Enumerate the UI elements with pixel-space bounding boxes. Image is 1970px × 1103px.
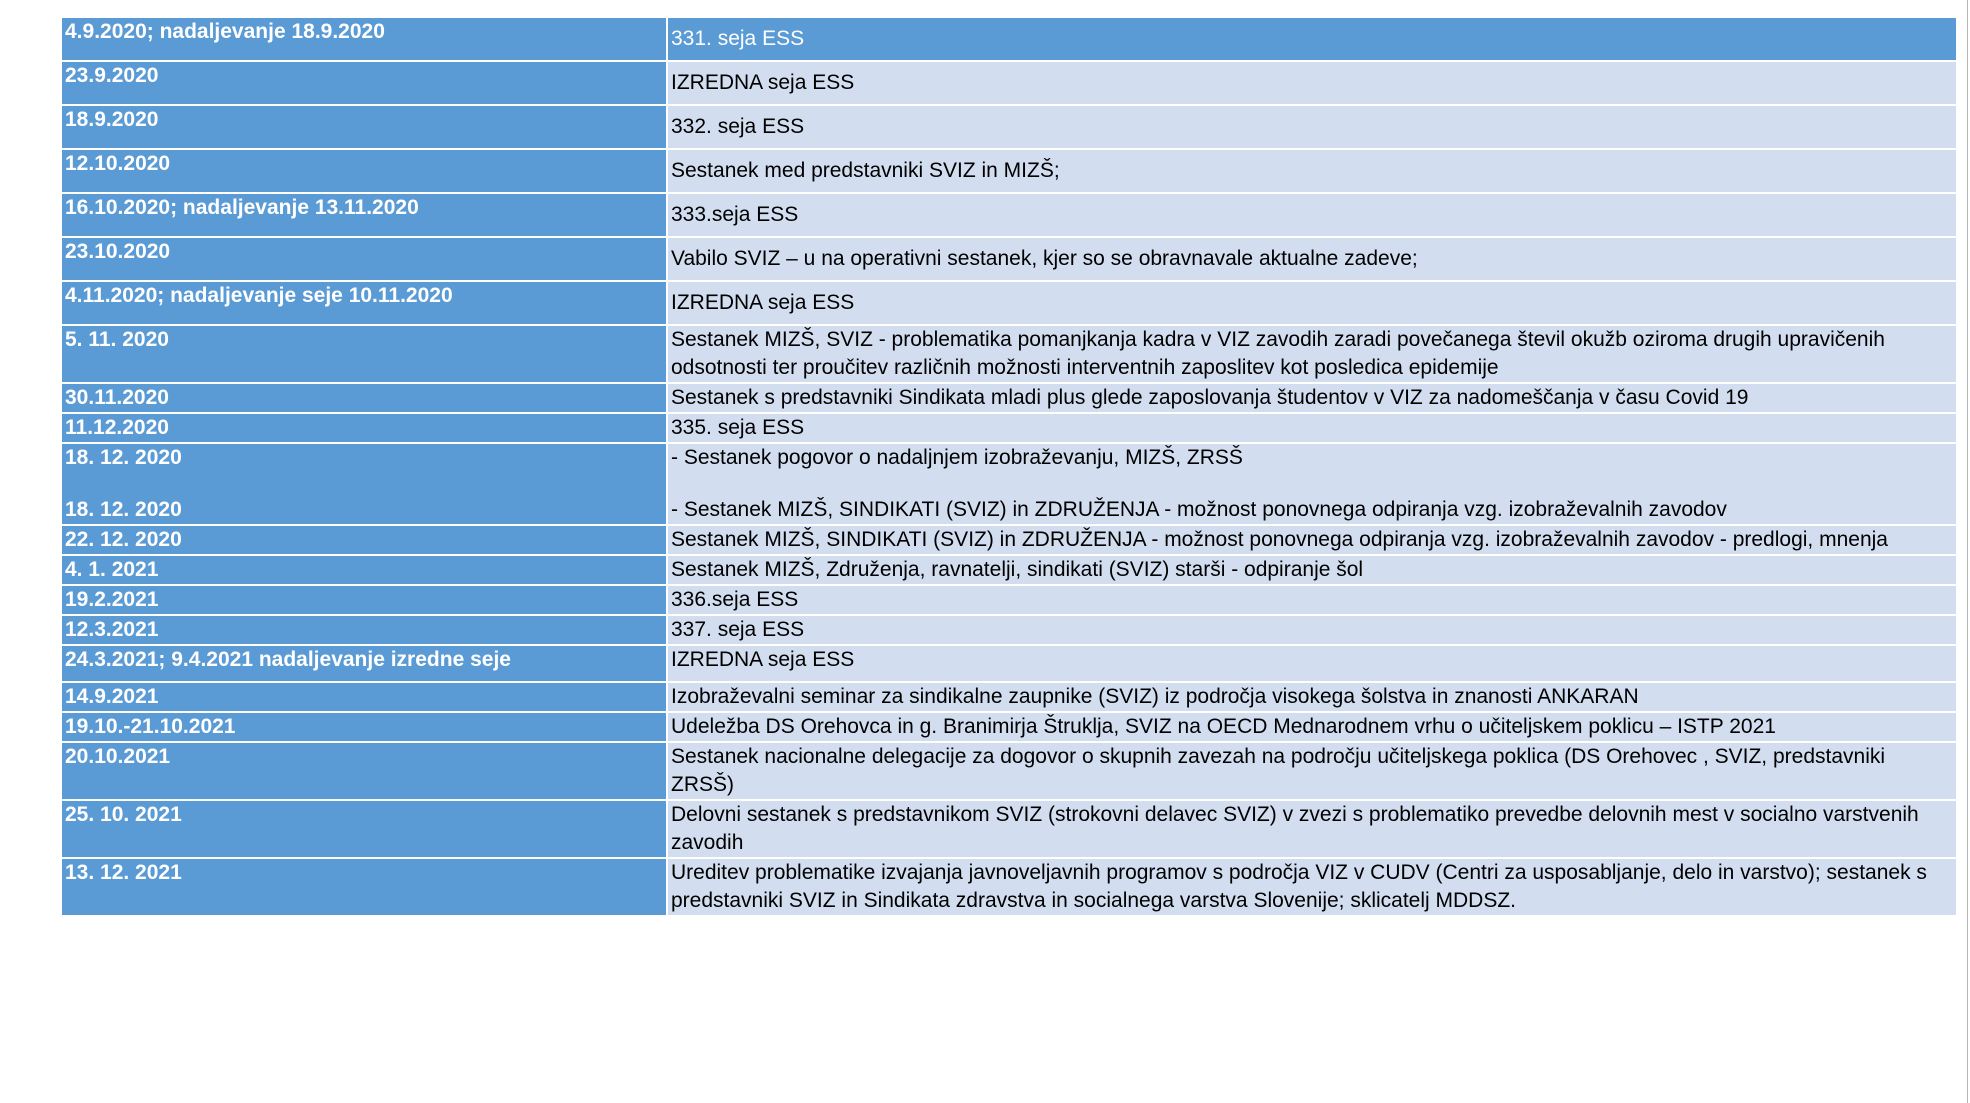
description-line: - Sestanek pogovor o nadaljnjem izobraževanju, MIZŠ, ZRSŠ (671, 446, 1243, 469)
description-cell: 333.seja ESS (667, 193, 1957, 237)
table-row (61, 443, 1957, 525)
slide-border (1967, 0, 1968, 1103)
description-cell: Sestanek MIZŠ, Združenja, ravnatelji, sindikati (SVIZ) starši - odpiranje šol (667, 555, 1957, 585)
date-cell: 5. 11. 2020 (61, 325, 667, 383)
table-row (61, 858, 1957, 916)
table-row (61, 237, 1957, 281)
description-cell: 331. seja ESS (667, 17, 1957, 61)
date-cell: 16.10.2020; nadaljevanje 13.11.2020 (61, 193, 667, 237)
table-row (61, 682, 1957, 712)
description-cell: Sestanek s predstavniki Sindikata mladi plus glede zaposlovanja študentov v VIZ za nadomeščanja v času Covid 19 (667, 383, 1957, 413)
table-row (61, 61, 1957, 105)
description-cell (667, 443, 1957, 525)
date-cell: 30.11.2020 (61, 383, 667, 413)
date-cell: 23.9.2020 (61, 61, 667, 105)
description-cell: Sestanek med predstavniki SVIZ in MIZŠ; (667, 149, 1957, 193)
table-row (61, 555, 1957, 585)
table-row (61, 383, 1957, 413)
date-cell: 22. 12. 2020 (61, 525, 667, 555)
date-cell: 12.3.2021 (61, 615, 667, 645)
table-row (61, 105, 1957, 149)
table-row (61, 800, 1957, 858)
table-row (61, 281, 1957, 325)
description-cell: Izobraževalni seminar za sindikalne zaupnike (SVIZ) iz področja visokega šolstva in znanosti ANKARAN (667, 682, 1957, 712)
description-cell: IZREDNA seja ESS (667, 645, 1957, 682)
description-line: - Sestanek MIZŠ, SINDIKATI (SVIZ) in ZDRUŽENJA - možnost ponovnega odpiranja vzg. izobraževalnih zavodov (671, 498, 1727, 521)
table-row (61, 325, 1957, 383)
description-cell: Ureditev problematike izvajanja javnoveljavnih programov s področja VIZ v CUDV (Centri za usposabljanje, delo in varstvo); sestanek s predstavniki SVIZ in Sindikata zdravstva in socialnega varstva Slovenije; sklicatelj MDDSZ. (667, 858, 1957, 916)
date-line: 18. 12. 2020 (65, 498, 182, 521)
table-row (61, 712, 1957, 742)
description-cell: IZREDNA seja ESS (667, 281, 1957, 325)
table-row (61, 525, 1957, 555)
description-cell: Sestanek MIZŠ, SINDIKATI (SVIZ) in ZDRUŽENJA - možnost ponovnega odpiranja vzg. izobraževalnih zavodov - predlogi, mnenja (667, 525, 1957, 555)
description-cell: Sestanek MIZŠ, SVIZ - problematika pomanjkanja kadra v VIZ zavodih zaradi povečanega števil okužb oziroma drugih upravičenih odsotnosti ter proučitev različnih možnosti interventnih zaposlitev kot posledica epidemije (667, 325, 1957, 383)
date-cell: 4.11.2020; nadaljevanje seje 10.11.2020 (61, 281, 667, 325)
table-row (61, 585, 1957, 615)
description-cell: Delovni sestanek s predstavnikom SVIZ (strokovni delavec SVIZ) v zvezi s problematiko prevedbe delovnih mest v socialno varstvenih zavodih (667, 800, 1957, 858)
description-cell: 336.seja ESS (667, 585, 1957, 615)
description-cell: Sestanek nacionalne delegacije za dogovor o skupnih zavezah na področju učiteljskega poklica (DS Orehovec , SVIZ, predstavniki ZRSŠ) (667, 742, 1957, 800)
date-cell: 13. 12. 2021 (61, 858, 667, 916)
date-cell: 19.2.2021 (61, 585, 667, 615)
table-row (61, 413, 1957, 443)
description-cell: Udeležba DS Orehovca in g. Branimirja Štruklja, SVIZ na OECD Mednarodnem vrhu o učiteljskem poklicu – ISTP 2021 (667, 712, 1957, 742)
description-cell: 337. seja ESS (667, 615, 1957, 645)
date-cell: 14.9.2021 (61, 682, 667, 712)
description-cell: Vabilo SVIZ – u na operativni sestanek, kjer so se obravnavale aktualne zadeve; (667, 237, 1957, 281)
date-line: 18. 12. 2020 (65, 446, 182, 469)
table-row (61, 193, 1957, 237)
table-row (61, 615, 1957, 645)
date-cell: 24.3.2021; 9.4.2021 nadaljevanje izredne seje (61, 645, 667, 682)
date-cell (61, 443, 667, 525)
date-cell: 4.9.2020; nadaljevanje 18.9.2020 (61, 17, 667, 61)
date-cell: 12.10.2020 (61, 149, 667, 193)
description-cell: IZREDNA seja ESS (667, 61, 1957, 105)
table-row (61, 17, 1957, 61)
date-cell: 23.10.2020 (61, 237, 667, 281)
date-cell: 20.10.2021 (61, 742, 667, 800)
date-cell: 19.10.-21.10.2021 (61, 712, 667, 742)
date-cell: 25. 10. 2021 (61, 800, 667, 858)
date-cell: 11.12.2020 (61, 413, 667, 443)
table-row (61, 742, 1957, 800)
table-row (61, 645, 1957, 682)
date-cell: 18.9.2020 (61, 105, 667, 149)
sessions-table (60, 16, 1958, 917)
description-cell: 332. seja ESS (667, 105, 1957, 149)
date-cell: 4. 1. 2021 (61, 555, 667, 585)
table-row (61, 149, 1957, 193)
description-cell: 335. seja ESS (667, 413, 1957, 443)
